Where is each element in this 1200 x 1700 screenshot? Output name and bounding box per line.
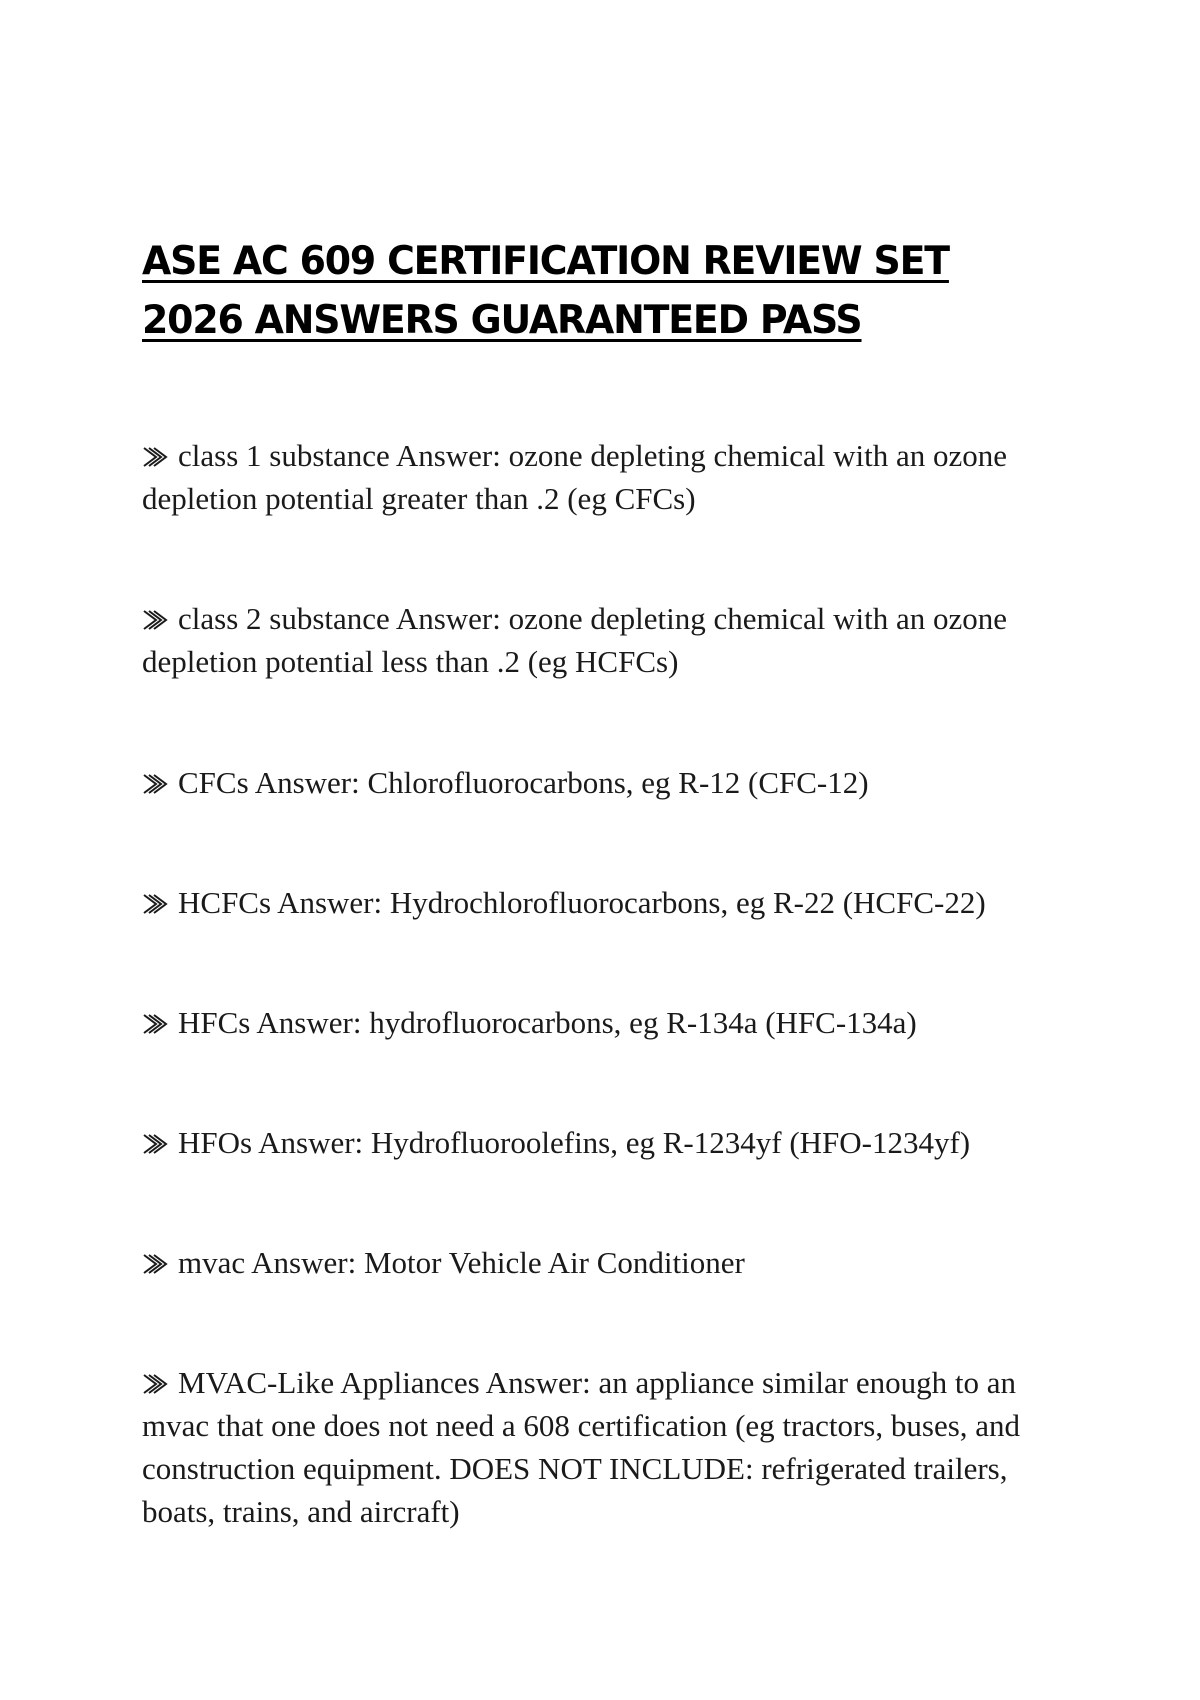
triple-chevron-right-icon	[142, 1253, 170, 1275]
qa-item-text: mvac Answer: Motor Vehicle Air Conditioner	[178, 1245, 745, 1280]
qa-item-cfcs	[142, 761, 1062, 804]
qa-item-text: HFOs Answer: Hydrofluoroolefins, eg R-1234yf (HFO-1234yf)	[178, 1125, 971, 1160]
triple-chevron-right-icon	[142, 446, 170, 468]
title-line-2: 2026 ANSWERS GUARANTEED PASS	[142, 298, 862, 343]
qa-item-text: HFCs Answer: hydrofluorocarbons, eg R-134a (HFC-134a)	[178, 1005, 917, 1040]
triple-chevron-right-icon	[142, 1133, 170, 1155]
qa-item-text: CFCs Answer: Chlorofluorocarbons, eg R-12 (CFC-12)	[178, 765, 869, 800]
qa-item-mvac	[142, 1241, 1062, 1284]
qa-item-hcfcs	[142, 881, 1062, 924]
qa-item-mvac-like-appliances	[142, 1361, 1062, 1533]
qa-item-hfos	[142, 1121, 1062, 1164]
triple-chevron-right-icon	[142, 1013, 170, 1035]
qa-item-class-1-substance	[142, 434, 1062, 520]
qa-item-text: HCFCs Answer: Hydrochlorofluorocarbons, eg R-22 (HCFC-22)	[178, 885, 986, 920]
triple-chevron-right-icon	[142, 893, 170, 915]
triple-chevron-right-icon	[142, 1373, 170, 1395]
qa-item-hfcs	[142, 1001, 1062, 1044]
triple-chevron-right-icon	[142, 609, 170, 631]
qa-item-text: class 2 substance Answer: ozone depleting chemical with an ozone depletion potential less than .2 (eg HCFCs)	[142, 601, 1007, 679]
qa-item-text: class 1 substance Answer: ozone depleting chemical with an ozone depletion potential greater than .2 (eg CFCs)	[142, 438, 1007, 516]
document-title	[142, 232, 1015, 350]
triple-chevron-right-icon	[142, 773, 170, 795]
title-line-1: ASE AC 609 CERTIFICATION REVIEW SET	[142, 239, 949, 284]
qa-item-text: MVAC-Like Appliances Answer: an appliance similar enough to an mvac that one does not need a 608 certification (eg tractors, buses, and construction equipment. DOES NOT INCLUDE: refrigerated trailers, boats, trains, and aircraft)	[142, 1365, 1021, 1529]
qa-item-class-2-substance	[142, 597, 1062, 683]
